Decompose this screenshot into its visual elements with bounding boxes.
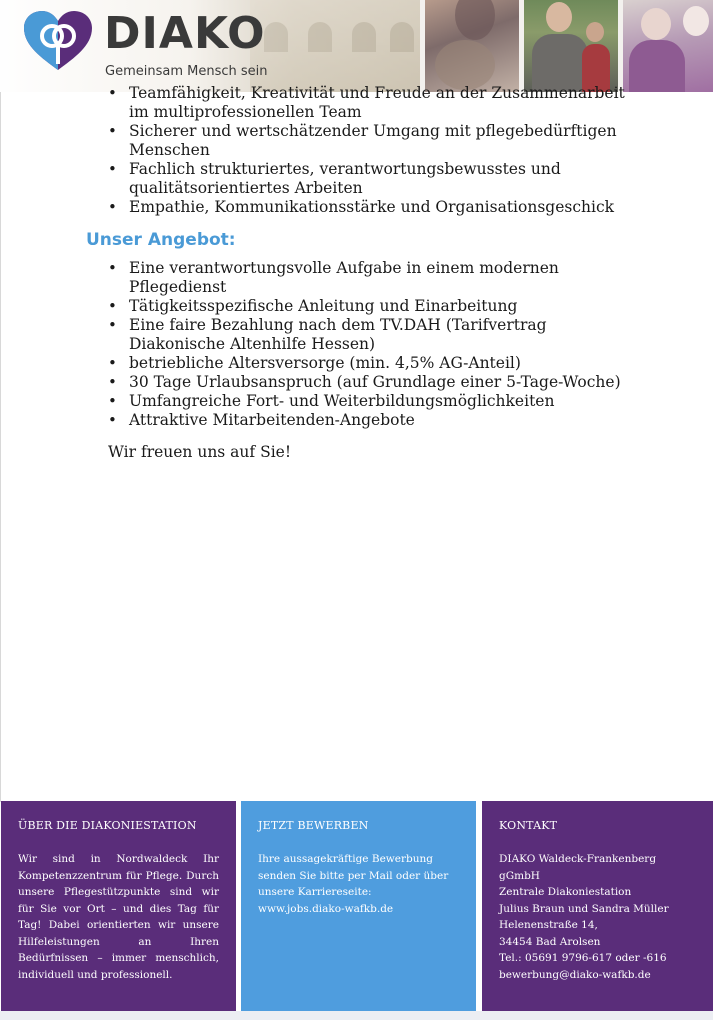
list-item: • Fachlich strukturiertes, verantwortungsbewusstes und qualitätsorientiertes Arbeiten <box>0 160 713 198</box>
list-item: • Attraktive Mitarbeitenden-Angebote <box>0 411 713 430</box>
brand-tagline: Gemeinsam Mensch sein <box>105 64 268 79</box>
list-item: • Umfangreiche Fort- und Weiterbildungsmöglichkeiten <box>0 392 713 411</box>
contact-city: 34454 Bad Arolsen <box>499 935 601 948</box>
list-item: • Eine verantwortungsvolle Aufgabe in einem modernen Pflegedienst <box>0 259 713 297</box>
contact-company: DIAKO Waldeck-Frankenberg gGmbH <box>499 853 657 882</box>
contact-phone[interactable]: Tel.: 05691 9796-617 oder -616 <box>499 952 667 964</box>
list-item: • Tätigkeitsspezifische Anleitung und Einarbeitung <box>0 297 713 316</box>
about-panel <box>1 801 236 1011</box>
offer-list <box>0 259 713 430</box>
brand-name: DIAKO <box>104 8 266 59</box>
offer-heading: Unser Angebot: <box>86 230 236 250</box>
job-ad-content <box>0 84 713 462</box>
list-item: • Empathie, Kommunikationsstärke und Organisationsgeschick <box>0 198 713 217</box>
apply-title: JETZT BEWERBEN <box>258 819 369 832</box>
header-banner <box>0 0 713 92</box>
closing-line: Wir freuen uns auf Sie! <box>108 443 292 461</box>
bottom-strip <box>0 1011 713 1020</box>
about-text: Wir sind in Nordwaldeck Ihr Kompetenzzentrum für Pflege. Durch unsere Pflegestützpunkte sind wir für Sie vor Ort – und dies Tag für Tag! Dabei orientierten wir unsere Hilfeleistungen an Ihren Bedürfnissen – immer menschlich, individuell und professionell. <box>18 853 219 981</box>
list-item: • 30 Tage Urlaubsanspruch (auf Grundlage einer 5-Tage-Woche) <box>0 373 713 392</box>
contact-email[interactable]: bewerbung@diako-wafkb.de <box>499 968 651 981</box>
requirements-list <box>0 84 713 217</box>
contact-panel <box>482 801 713 1011</box>
list-item: • Teamfähigkeit, Kreativität und Freude an der Zusammenarbeit im multiprofessionellen Team <box>0 84 713 122</box>
diako-heart-logo-icon <box>22 10 94 72</box>
contact-persons: Julius Braun und Sandra Müller <box>499 902 669 915</box>
list-item: • Eine faire Bezahlung nach dem TV.DAH (Tarifvertrag Diakonische Altenhilfe Hessen) <box>0 316 713 354</box>
building-photo <box>250 0 420 92</box>
care-photo-elderly-man <box>524 0 618 92</box>
contact-title: KONTAKT <box>499 819 558 832</box>
apply-text: Ihre aussagekräftige Bewerbung senden Sie bitte per Mail oder über unsere Karriereseite: <box>258 853 449 898</box>
list-item: • Sicherer und wertschätzender Umgang mit pflegebedürftigen Menschen <box>0 122 713 160</box>
career-page-link[interactable]: www.jobs.diako-wafkb.de <box>258 902 394 915</box>
list-item: • betriebliche Altersversorge (min. 4,5% AG-Anteil) <box>0 354 713 373</box>
care-photo-elderly-woman <box>623 0 713 92</box>
footer <box>0 801 713 1011</box>
contact-department: Zentrale Diakoniestation <box>499 886 632 898</box>
care-photo-hands <box>425 0 519 92</box>
about-title: ÜBER DIE DIAKONIESTATION <box>18 819 197 832</box>
contact-street: Helenenstraße 14, <box>499 919 598 931</box>
apply-panel <box>241 801 476 1011</box>
